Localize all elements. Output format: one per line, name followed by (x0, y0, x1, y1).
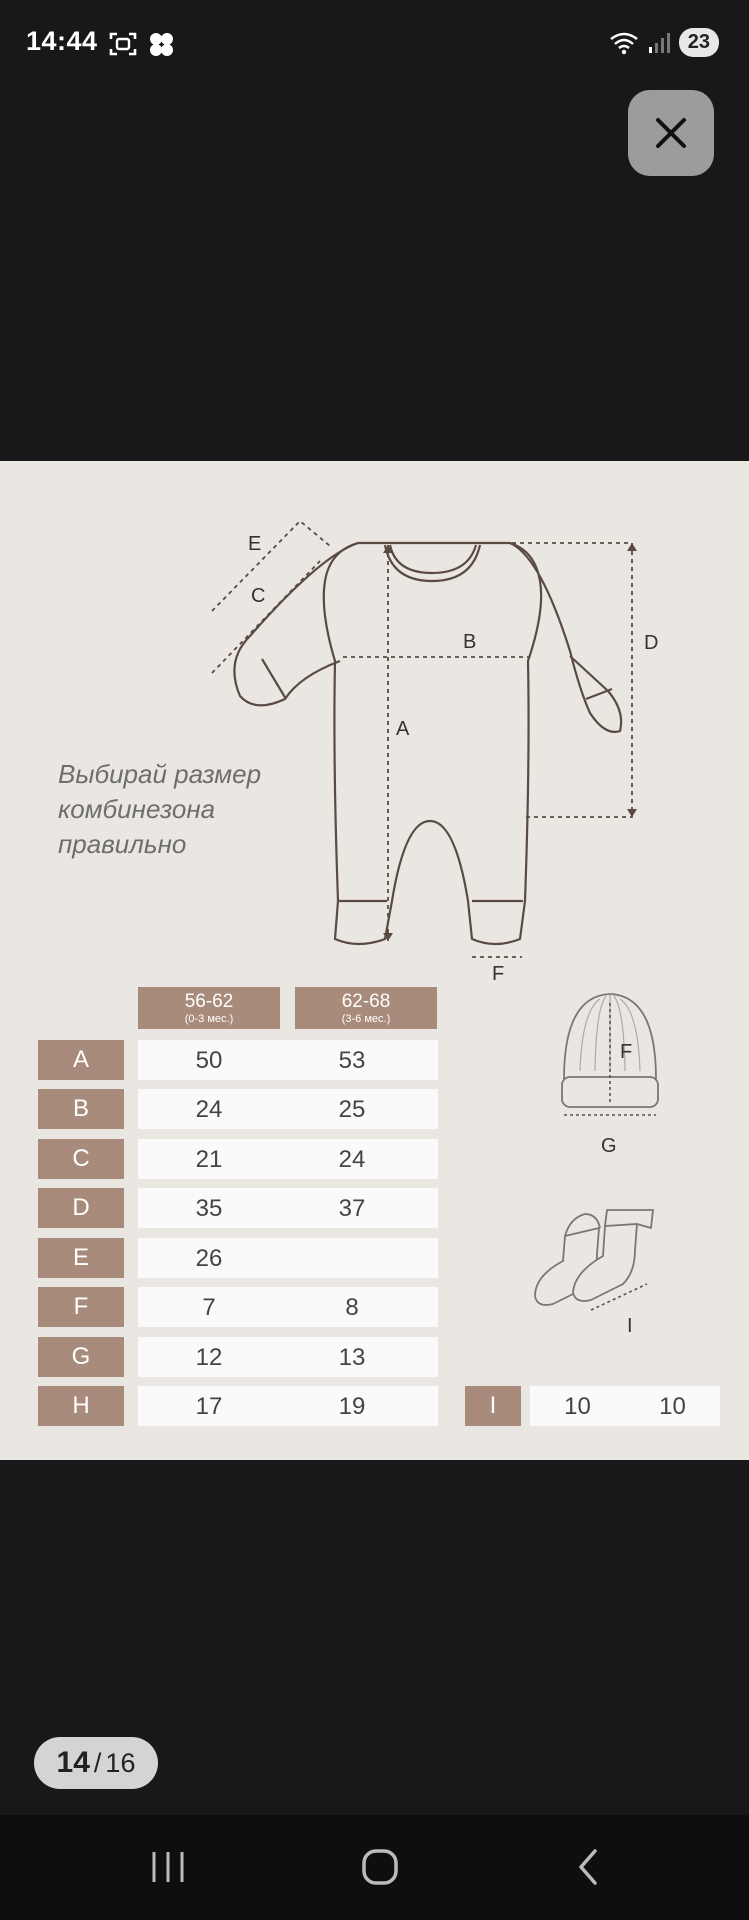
table-cell: 10 (659, 1393, 686, 1420)
back-button[interactable] (548, 1837, 628, 1897)
size-header-56-62 (138, 987, 280, 1029)
row-label: B (38, 1089, 124, 1129)
recent-apps-icon (148, 1850, 188, 1884)
label-f: F (492, 963, 505, 985)
table-cell: 53 (338, 1047, 366, 1074)
table-row (138, 1188, 438, 1228)
row-label: F (38, 1287, 124, 1327)
table-cell: 24 (195, 1096, 223, 1123)
home-button[interactable] (340, 1837, 420, 1897)
table-row (138, 1040, 438, 1080)
navigation-bar (0, 1815, 749, 1920)
label-hat-f: F (620, 1041, 633, 1063)
size-header-size: 56-62 (184, 991, 234, 1012)
heading-line: комбинезона (58, 794, 216, 824)
size-header-age: (3-6 мес.) (341, 1013, 391, 1025)
table-cell: 8 (345, 1294, 359, 1321)
label-c: C (251, 585, 266, 607)
table-row (138, 1139, 438, 1179)
table-cell: 7 (202, 1294, 216, 1321)
table-cell: 35 (195, 1195, 223, 1222)
page-counter (34, 1737, 158, 1789)
row-label: I (465, 1386, 521, 1426)
table-cell: 37 (338, 1195, 366, 1222)
size-chart-image (0, 461, 749, 1460)
page-total: 16 (105, 1747, 136, 1778)
close-icon (654, 116, 688, 150)
label-e: E (248, 533, 262, 555)
table-row (138, 1337, 438, 1377)
status-time: 14:44 (26, 26, 98, 56)
heading-line: Выбирай размер (58, 759, 262, 789)
battery-level: 23 (679, 28, 719, 57)
row-label: D (38, 1188, 124, 1228)
home-icon (360, 1847, 400, 1887)
table-cell: 26 (195, 1245, 223, 1272)
size-header-size: 62-68 (341, 991, 391, 1012)
socks-illustration (525, 1206, 665, 1326)
label-a: A (396, 718, 410, 740)
label-sock-i: I (627, 1315, 633, 1337)
page-current: 14 (56, 1746, 90, 1779)
table-cell: 17 (195, 1393, 223, 1420)
signal-icon (647, 31, 671, 55)
table-cell: 10 (564, 1393, 591, 1420)
row-label: C (38, 1139, 124, 1179)
table-row (138, 1287, 438, 1327)
label-b: B (463, 631, 477, 653)
wifi-icon (609, 31, 639, 55)
hat-illustration (550, 991, 690, 1161)
table-cell: 12 (195, 1344, 223, 1371)
table-row (138, 1386, 438, 1426)
table-cell (281, 1238, 423, 1278)
label-d: D (644, 632, 659, 654)
status-icons-left (108, 30, 176, 58)
back-icon (573, 1847, 603, 1887)
table-row (138, 1089, 438, 1129)
table-cell: 25 (338, 1096, 366, 1123)
label-hat-g: G (601, 1135, 617, 1157)
status-bar (0, 0, 749, 90)
table-cell: 50 (195, 1047, 223, 1074)
recent-apps-button[interactable] (128, 1837, 208, 1897)
row-label: A (38, 1040, 124, 1080)
status-icons-right (609, 28, 719, 57)
table-cell: 19 (338, 1393, 366, 1420)
jumpsuit-illustration (0, 461, 749, 1001)
row-label: H (38, 1386, 124, 1426)
heading-line: правильно (58, 829, 187, 859)
app-icon (146, 30, 176, 58)
row-label: E (38, 1238, 124, 1278)
table-row (138, 1238, 438, 1278)
page-separator: / (93, 1747, 102, 1778)
table-cell: 13 (338, 1344, 366, 1371)
row-label: G (38, 1337, 124, 1377)
table-row (530, 1386, 720, 1426)
screenshot-icon (108, 30, 138, 58)
close-button[interactable] (628, 90, 714, 176)
size-header-62-68 (295, 987, 437, 1029)
table-cell: 24 (338, 1146, 366, 1173)
table-cell: 21 (195, 1146, 223, 1173)
size-header-age: (0-3 мес.) (184, 1013, 234, 1025)
